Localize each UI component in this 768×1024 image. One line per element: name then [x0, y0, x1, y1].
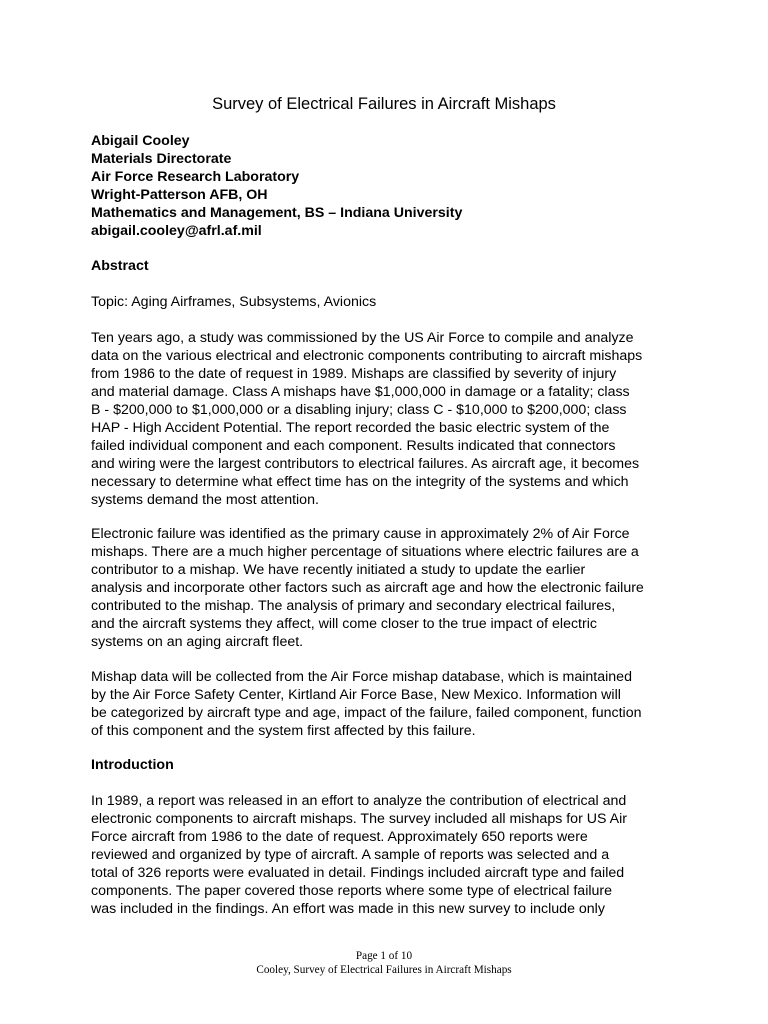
text-line: electronic components to aircraft mishaps. The survey included all mishaps for US Air	[91, 811, 627, 827]
text-line: necessary to determine what effect time has on the integrity of the systems and which	[91, 474, 629, 490]
page-number: Page 1 of 10	[355, 950, 413, 962]
text-line: analysis and incorporate other factors such as aircraft age and how the electronic failure	[91, 580, 644, 596]
running-title: Cooley, Survey of Electrical Failures in Aircraft Mishaps	[256, 964, 512, 976]
text-line: failed individual component and each component. Results indicated that connectors	[91, 438, 616, 454]
text-line: components. The paper covered those reports where some type of electrical failure	[91, 883, 613, 899]
text-line: reviewed and organized by type of aircraft. A sample of reports was selected and a	[91, 847, 610, 863]
text-line: contributor to a mishap. We have recently initiated a study to update the earlier	[91, 562, 586, 578]
introduction-paragraph-1	[91, 792, 691, 918]
abstract-paragraph-1	[91, 329, 691, 509]
author-name: Abigail Cooley	[91, 133, 190, 149]
text-line: Ten years ago, a study was commissioned by the US Air Force to compile and analyze	[91, 330, 634, 346]
abstract-paragraph-2	[91, 525, 691, 651]
topic-line: Topic: Aging Airframes, Subsystems, Avionics	[91, 294, 377, 310]
author-department: Materials Directorate	[91, 151, 232, 167]
text-line: B - $200,000 to $1,000,000 or a disabling injury; class C - $10,000 to $200,000; class	[91, 402, 627, 418]
text-line: mishaps. There are a much higher percentage of situations where electric failures are a	[91, 544, 639, 560]
text-line: Force aircraft from 1986 to the date of request. Approximately 650 reports were	[91, 829, 588, 845]
author-degree: Mathematics and Management, BS – Indiana University	[91, 205, 463, 221]
text-line: In 1989, a report was released in an effort to analyze the contribution of electrical and	[91, 793, 627, 809]
text-line: data on the various electrical and electronic components contributing to aircraft mishaps	[91, 348, 643, 364]
text-line: of this component and the system first affected by this failure.	[91, 723, 476, 739]
author-organization: Air Force Research Laboratory	[91, 169, 300, 185]
text-line: and wiring were the largest contributors to electrical failures. As aircraft age, it becomes	[91, 456, 640, 472]
abstract-topic	[91, 293, 691, 311]
abstract-paragraph-3	[91, 668, 691, 740]
introduction-heading: Introduction	[91, 757, 174, 773]
text-line: HAP - High Accident Potential. The report recorded the basic electric system of the	[91, 420, 610, 436]
author-block	[91, 132, 462, 240]
text-line: total of 326 reports were evaluated in detail. Findings included aircraft type and failed	[91, 865, 625, 881]
text-line: be categorized by aircraft type and age, impact of the failure, failed component, function	[91, 705, 642, 721]
text-line: from 1986 to the date of request in 1989. Mishaps are classified by severity of injury	[91, 366, 617, 382]
text-line: and material damage. Class A mishaps have $1,000,000 in damage or a fatality; class	[91, 384, 630, 400]
text-line: Electronic failure was identified as the primary cause in approximately 2% of Air Force	[91, 526, 630, 542]
abstract-heading: Abstract	[91, 258, 149, 274]
author-email: abigail.cooley@afrl.af.mil	[91, 223, 262, 239]
text-line: was included in the findings. An effort was made in this new survey to include only	[91, 901, 605, 917]
author-location: Wright-Patterson AFB, OH	[91, 187, 268, 203]
text-line: and the aircraft systems they affect, will come closer to the true impact of electric	[91, 616, 597, 632]
text-line: contributed to the mishap. The analysis of primary and secondary electrical failures,	[91, 598, 616, 614]
text-line: systems demand the most attention.	[91, 492, 319, 508]
paper-title: Survey of Electrical Failures in Aircraft Mishaps	[212, 95, 556, 113]
text-line: Mishap data will be collected from the Air Force mishap database, which is maintained	[91, 669, 632, 685]
text-line: systems on an aging aircraft fleet.	[91, 634, 304, 650]
text-line: by the Air Force Safety Center, Kirtland Air Force Base, New Mexico. Information will	[91, 687, 621, 703]
